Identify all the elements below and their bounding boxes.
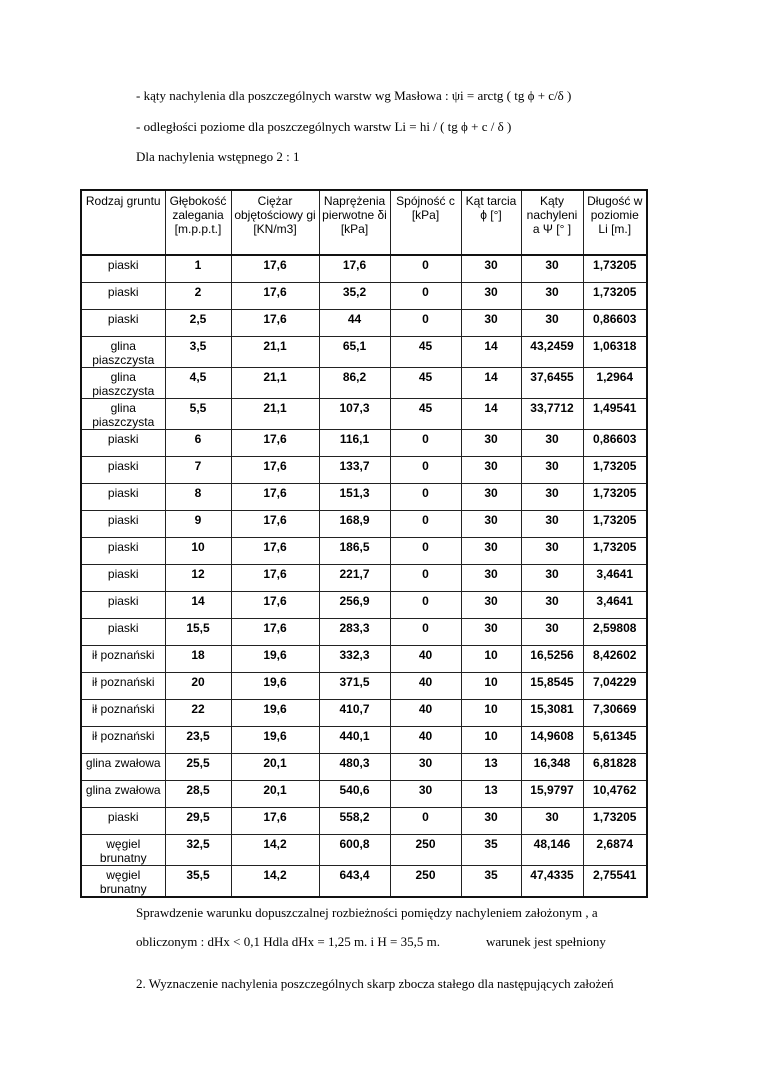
cell-soil-type: glina zwałowa <box>81 781 165 808</box>
cell-friction-angle: 35 <box>461 835 521 866</box>
cell-cohesion: 0 <box>390 592 461 619</box>
table-row <box>81 368 647 399</box>
cell-friction-angle: 10 <box>461 700 521 727</box>
cell-cohesion: 0 <box>390 619 461 646</box>
table-row <box>81 565 647 592</box>
cell-slope-angle: 33,7712 <box>521 399 583 430</box>
cell-friction-angle: 30 <box>461 255 521 283</box>
cell-slope-angle: 16,5256 <box>521 646 583 673</box>
cell-cohesion: 45 <box>390 337 461 368</box>
cell-friction-angle: 10 <box>461 673 521 700</box>
cell-depth: 25,5 <box>165 754 231 781</box>
cell-friction-angle: 30 <box>461 565 521 592</box>
cell-slope-angle: 48,146 <box>521 835 583 866</box>
cell-depth: 15,5 <box>165 619 231 646</box>
table-row <box>81 835 647 866</box>
cell-friction-angle: 30 <box>461 619 521 646</box>
cell-unit-weight: 14,2 <box>231 866 319 898</box>
table-row <box>81 511 647 538</box>
cell-friction-angle: 10 <box>461 646 521 673</box>
cell-cohesion: 0 <box>390 538 461 565</box>
cell-horizontal-length: 1,73205 <box>583 255 647 283</box>
cell-primary-stress: 440,1 <box>319 727 390 754</box>
cell-unit-weight: 21,1 <box>231 337 319 368</box>
cell-primary-stress: 256,9 <box>319 592 390 619</box>
cell-primary-stress: 65,1 <box>319 337 390 368</box>
cell-depth: 29,5 <box>165 808 231 835</box>
cell-depth: 5,5 <box>165 399 231 430</box>
cell-friction-angle: 30 <box>461 283 521 310</box>
cell-primary-stress: 151,3 <box>319 484 390 511</box>
cell-horizontal-length: 1,06318 <box>583 337 647 368</box>
cell-primary-stress: 332,3 <box>319 646 390 673</box>
cell-slope-angle: 30 <box>521 430 583 457</box>
cell-horizontal-length: 1,73205 <box>583 484 647 511</box>
cell-horizontal-length: 7,30669 <box>583 700 647 727</box>
table-row <box>81 619 647 646</box>
cell-cohesion: 0 <box>390 808 461 835</box>
cell-friction-angle: 30 <box>461 538 521 565</box>
cell-soil-type: piaski <box>81 430 165 457</box>
cell-slope-angle: 47,4335 <box>521 866 583 898</box>
header-slope-angle: Kąty nachyleni a Ψ [° ] <box>521 190 583 255</box>
cell-unit-weight: 17,6 <box>231 538 319 565</box>
cell-primary-stress: 186,5 <box>319 538 390 565</box>
table-row <box>81 399 647 430</box>
cell-unit-weight: 19,6 <box>231 700 319 727</box>
cell-primary-stress: 283,3 <box>319 619 390 646</box>
cell-friction-angle: 30 <box>461 511 521 538</box>
formula-slope-angles: - kąty nachylenia dla poszczególnych warstw wg Masłowa : ψi = arctg ( tg ϕ + c/δ ) <box>136 88 572 103</box>
cell-horizontal-length: 1,2964 <box>583 368 647 399</box>
cell-depth: 8 <box>165 484 231 511</box>
cell-slope-angle: 16,348 <box>521 754 583 781</box>
cell-primary-stress: 168,9 <box>319 511 390 538</box>
cell-primary-stress: 558,2 <box>319 808 390 835</box>
cell-slope-angle: 15,9797 <box>521 781 583 808</box>
cell-slope-angle: 30 <box>521 565 583 592</box>
soil-layers-table <box>80 189 648 898</box>
cell-cohesion: 45 <box>390 399 461 430</box>
table-row <box>81 808 647 835</box>
cell-depth: 18 <box>165 646 231 673</box>
cell-soil-type: glina piaszczysta <box>81 337 165 368</box>
cell-unit-weight: 20,1 <box>231 781 319 808</box>
cell-soil-type: piaski <box>81 283 165 310</box>
header-cohesion: Spójność c [kPa] <box>390 190 461 255</box>
cell-depth: 7 <box>165 457 231 484</box>
cell-cohesion: 0 <box>390 511 461 538</box>
cell-depth: 1 <box>165 255 231 283</box>
cell-depth: 32,5 <box>165 835 231 866</box>
cell-depth: 14 <box>165 592 231 619</box>
cell-unit-weight: 17,6 <box>231 255 319 283</box>
cell-depth: 9 <box>165 511 231 538</box>
cell-friction-angle: 30 <box>461 592 521 619</box>
cell-horizontal-length: 1,73205 <box>583 511 647 538</box>
cell-unit-weight: 17,6 <box>231 511 319 538</box>
cell-unit-weight: 19,6 <box>231 673 319 700</box>
cell-cohesion: 40 <box>390 646 461 673</box>
cell-friction-angle: 13 <box>461 754 521 781</box>
initial-slope-label: Dla nachylenia wstępnego 2 : 1 <box>136 149 300 164</box>
cell-depth: 4,5 <box>165 368 231 399</box>
cell-friction-angle: 30 <box>461 457 521 484</box>
table-row <box>81 255 647 283</box>
cell-cohesion: 30 <box>390 754 461 781</box>
cell-horizontal-length: 1,73205 <box>583 457 647 484</box>
cell-soil-type: piaski <box>81 457 165 484</box>
cell-depth: 10 <box>165 538 231 565</box>
table-row <box>81 866 647 898</box>
table-row <box>81 727 647 754</box>
table-row <box>81 673 647 700</box>
cell-slope-angle: 30 <box>521 457 583 484</box>
check-formula: obliczonym : dHx < 0,1 Hdla dHx = 1,25 m. i H = 35,5 m. <box>136 934 441 949</box>
cell-primary-stress: 600,8 <box>319 835 390 866</box>
cell-unit-weight: 17,6 <box>231 484 319 511</box>
cell-cohesion: 0 <box>390 484 461 511</box>
cell-friction-angle: 30 <box>461 484 521 511</box>
table-row <box>81 457 647 484</box>
cell-primary-stress: 107,3 <box>319 399 390 430</box>
cell-cohesion: 40 <box>390 700 461 727</box>
cell-primary-stress: 133,7 <box>319 457 390 484</box>
cell-unit-weight: 21,1 <box>231 368 319 399</box>
cell-cohesion: 40 <box>390 727 461 754</box>
cell-slope-angle: 30 <box>521 283 583 310</box>
cell-cohesion: 250 <box>390 835 461 866</box>
cell-primary-stress: 410,7 <box>319 700 390 727</box>
cell-soil-type: ił poznański <box>81 700 165 727</box>
cell-depth: 22 <box>165 700 231 727</box>
cell-soil-type: piaski <box>81 619 165 646</box>
cell-primary-stress: 480,3 <box>319 754 390 781</box>
cell-horizontal-length: 10,4762 <box>583 781 647 808</box>
cell-friction-angle: 10 <box>461 727 521 754</box>
cell-soil-type: ił poznański <box>81 727 165 754</box>
cell-friction-angle: 30 <box>461 430 521 457</box>
cell-depth: 28,5 <box>165 781 231 808</box>
cell-cohesion: 30 <box>390 781 461 808</box>
cell-horizontal-length: 1,49541 <box>583 399 647 430</box>
cell-primary-stress: 35,2 <box>319 283 390 310</box>
cell-depth: 23,5 <box>165 727 231 754</box>
cell-slope-angle: 14,9608 <box>521 727 583 754</box>
table-row <box>81 592 647 619</box>
formula-horizontal-distances: - odległości poziome dla poszczególnych warstw Li = hi / ( tg ϕ + c / δ ) <box>136 119 512 134</box>
cell-horizontal-length: 2,59808 <box>583 619 647 646</box>
cell-friction-angle: 35 <box>461 866 521 898</box>
cell-horizontal-length: 1,73205 <box>583 538 647 565</box>
cell-primary-stress: 221,7 <box>319 565 390 592</box>
cell-slope-angle: 43,2459 <box>521 337 583 368</box>
cell-soil-type: glina piaszczysta <box>81 368 165 399</box>
table-row <box>81 538 647 565</box>
cell-cohesion: 0 <box>390 255 461 283</box>
cell-slope-angle: 30 <box>521 310 583 337</box>
cell-soil-type: piaski <box>81 511 165 538</box>
cell-unit-weight: 17,6 <box>231 619 319 646</box>
cell-unit-weight: 19,6 <box>231 646 319 673</box>
cell-unit-weight: 17,6 <box>231 283 319 310</box>
cell-depth: 6 <box>165 430 231 457</box>
cell-friction-angle: 30 <box>461 310 521 337</box>
cell-soil-type: piaski <box>81 255 165 283</box>
cell-horizontal-length: 3,4641 <box>583 592 647 619</box>
cell-soil-type: piaski <box>81 310 165 337</box>
table-row <box>81 484 647 511</box>
table-row <box>81 754 647 781</box>
cell-horizontal-length: 0,86603 <box>583 430 647 457</box>
section-2-heading: 2. Wyznaczenie nachylenia poszczególnych skarp zbocza stałego dla następujących założeń <box>136 976 614 991</box>
cell-slope-angle: 15,3081 <box>521 700 583 727</box>
cell-soil-type: piaski <box>81 484 165 511</box>
cell-horizontal-length: 2,75541 <box>583 866 647 898</box>
cell-unit-weight: 17,6 <box>231 457 319 484</box>
cell-soil-type: ił poznański <box>81 646 165 673</box>
header-depth: Głębokość zalegania [m.p.p.t.] <box>165 190 231 255</box>
check-condition-formula <box>136 934 606 950</box>
cell-horizontal-length: 6,81828 <box>583 754 647 781</box>
table-row <box>81 700 647 727</box>
cell-primary-stress: 86,2 <box>319 368 390 399</box>
cell-unit-weight: 19,6 <box>231 727 319 754</box>
cell-slope-angle: 30 <box>521 538 583 565</box>
cell-soil-type: glina zwałowa <box>81 754 165 781</box>
cell-soil-type: piaski <box>81 592 165 619</box>
cell-horizontal-length: 8,42602 <box>583 646 647 673</box>
cell-slope-angle: 15,8545 <box>521 673 583 700</box>
cell-cohesion: 0 <box>390 310 461 337</box>
table-row <box>81 781 647 808</box>
cell-unit-weight: 17,6 <box>231 592 319 619</box>
header-horizontal-length: Długość w poziomie Li [m.] <box>583 190 647 255</box>
cell-depth: 12 <box>165 565 231 592</box>
cell-slope-angle: 30 <box>521 255 583 283</box>
check-condition-text: Sprawdzenie warunku dopuszczalnej rozbieżności pomiędzy nachyleniem założonym , a <box>136 905 598 920</box>
cell-primary-stress: 116,1 <box>319 430 390 457</box>
cell-primary-stress: 643,4 <box>319 866 390 898</box>
cell-horizontal-length: 7,04229 <box>583 673 647 700</box>
cell-friction-angle: 14 <box>461 368 521 399</box>
cell-cohesion: 0 <box>390 430 461 457</box>
cell-slope-angle: 37,6455 <box>521 368 583 399</box>
check-result: warunek jest spełniony <box>486 934 606 949</box>
table-row <box>81 283 647 310</box>
cell-primary-stress: 44 <box>319 310 390 337</box>
cell-primary-stress: 17,6 <box>319 255 390 283</box>
cell-unit-weight: 17,6 <box>231 430 319 457</box>
cell-horizontal-length: 0,86603 <box>583 310 647 337</box>
cell-cohesion: 45 <box>390 368 461 399</box>
cell-cohesion: 0 <box>390 565 461 592</box>
cell-slope-angle: 30 <box>521 511 583 538</box>
cell-slope-angle: 30 <box>521 619 583 646</box>
cell-unit-weight: 17,6 <box>231 808 319 835</box>
cell-unit-weight: 17,6 <box>231 310 319 337</box>
cell-friction-angle: 14 <box>461 399 521 430</box>
cell-depth: 2 <box>165 283 231 310</box>
cell-friction-angle: 30 <box>461 808 521 835</box>
cell-horizontal-length: 3,4641 <box>583 565 647 592</box>
cell-horizontal-length: 1,73205 <box>583 283 647 310</box>
cell-cohesion: 0 <box>390 283 461 310</box>
header-primary-stress: Naprężenia pierwotne δi [kPa] <box>319 190 390 255</box>
cell-primary-stress: 371,5 <box>319 673 390 700</box>
cell-unit-weight: 17,6 <box>231 565 319 592</box>
cell-depth: 3,5 <box>165 337 231 368</box>
cell-soil-type: piaski <box>81 808 165 835</box>
cell-slope-angle: 30 <box>521 592 583 619</box>
cell-unit-weight: 14,2 <box>231 835 319 866</box>
cell-soil-type: węgiel brunatny <box>81 835 165 866</box>
cell-cohesion: 250 <box>390 866 461 898</box>
cell-unit-weight: 21,1 <box>231 399 319 430</box>
cell-cohesion: 0 <box>390 457 461 484</box>
cell-depth: 2,5 <box>165 310 231 337</box>
cell-horizontal-length: 5,61345 <box>583 727 647 754</box>
table-row <box>81 337 647 368</box>
cell-horizontal-length: 1,73205 <box>583 808 647 835</box>
table-header-row <box>81 190 647 255</box>
table-row <box>81 310 647 337</box>
cell-soil-type: piaski <box>81 565 165 592</box>
header-soil-type: Rodzaj gruntu <box>81 190 165 255</box>
cell-horizontal-length: 2,6874 <box>583 835 647 866</box>
cell-soil-type: glina piaszczysta <box>81 399 165 430</box>
cell-soil-type: węgiel brunatny <box>81 866 165 898</box>
cell-soil-type: piaski <box>81 538 165 565</box>
cell-depth: 35,5 <box>165 866 231 898</box>
header-unit-weight: Ciężar objętościowy gi [KN/m3] <box>231 190 319 255</box>
cell-soil-type: ił poznański <box>81 673 165 700</box>
cell-primary-stress: 540,6 <box>319 781 390 808</box>
cell-depth: 20 <box>165 673 231 700</box>
table-row <box>81 430 647 457</box>
cell-cohesion: 40 <box>390 673 461 700</box>
table-row <box>81 646 647 673</box>
cell-friction-angle: 14 <box>461 337 521 368</box>
cell-friction-angle: 13 <box>461 781 521 808</box>
cell-unit-weight: 20,1 <box>231 754 319 781</box>
cell-slope-angle: 30 <box>521 808 583 835</box>
header-friction-angle: Kąt tarcia ϕ [°] <box>461 190 521 255</box>
cell-slope-angle: 30 <box>521 484 583 511</box>
